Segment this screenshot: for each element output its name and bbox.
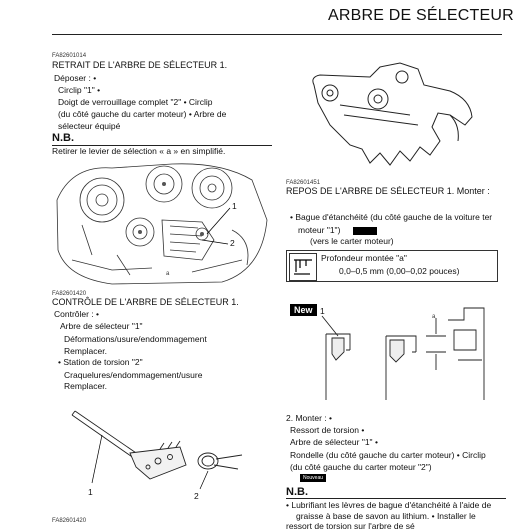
- callout-a: a: [166, 271, 170, 277]
- section-code: FA82601451: [286, 180, 321, 186]
- diag-callout-a: a: [432, 314, 436, 320]
- check-line: Déformations/usure/endommagement: [64, 334, 207, 344]
- selector-lever-figure: [300, 55, 480, 175]
- nb-label-right: N.B.: [286, 486, 308, 498]
- check-line: Arbre de sélecteur "1": [60, 321, 143, 331]
- seal-depth-figure: [286, 300, 492, 402]
- remove-line: Doigt de verrouillage complet "2" • Circlip: [58, 97, 213, 107]
- check-line: • Station de torsion "2": [58, 357, 143, 367]
- diag-callout-1: 1: [320, 306, 325, 316]
- callout-1: 1: [232, 201, 237, 211]
- seal-line: moteur "1"): [298, 225, 341, 235]
- section-code: FA82601420: [52, 518, 87, 524]
- seal-line: (vers le carter moteur): [310, 236, 394, 246]
- remove-label: Déposer : •: [54, 73, 97, 83]
- page-title: ARBRE DE SÉLECTEUR: [328, 7, 514, 24]
- shaft-spring-figure: [60, 405, 260, 500]
- check-heading: CONTRÔLE DE L'ARBRE DE SÉLECTEUR 1.: [52, 297, 239, 307]
- spec-value: 0,0–0,5 mm (0,00–0,02 pouces): [339, 266, 460, 276]
- lever-line-art: [300, 55, 480, 175]
- check-line: Remplacer.: [64, 381, 107, 391]
- check-line: Craquelures/endommagement/usure: [64, 370, 203, 380]
- step2-line: Rondelle (du côté gauche du carter moteur) • Circlip: [290, 450, 486, 460]
- nb-rule-right: [286, 498, 506, 499]
- spec-box: [286, 250, 498, 282]
- seal-line-art: [286, 300, 492, 402]
- redaction-block: [353, 227, 377, 235]
- seal-line: • Bague d'étanchéité (du côté gauche de la voiture ter: [290, 212, 493, 222]
- check-label: Contrôler : •: [54, 309, 100, 319]
- step2-line: Arbre de sélecteur "1" •: [290, 437, 378, 447]
- shaft-line-art: [60, 405, 260, 500]
- callout-2: 2: [230, 238, 235, 248]
- nb-line: graisse à base de savon au lithium. • Installer le: [296, 511, 476, 521]
- remove-line: sélecteur équipé: [58, 121, 121, 131]
- section-code: FA82601014: [52, 53, 87, 59]
- new-badge: New: [290, 304, 317, 316]
- step2-line: (du côté gauche du carter moteur "2"): [290, 462, 432, 472]
- nb-label: N.B.: [52, 132, 74, 144]
- bottom-callout-1: 1: [88, 487, 93, 497]
- nouveau-badge: Nouveau: [300, 474, 326, 482]
- remove-line: Circlip "1" •: [58, 85, 101, 95]
- engine-line-art: [52, 160, 274, 288]
- check-line: Remplacer.: [64, 346, 107, 356]
- header-rule: [52, 34, 502, 35]
- caliper-icon: [289, 253, 317, 281]
- remove-line: (du côté gauche du carter moteur) • Arbre de: [58, 109, 227, 119]
- nb-text: Retirer le levier de sélection « a » en simplifié.: [52, 146, 226, 156]
- bottom-callout-2: 2: [194, 491, 199, 501]
- section-code: FA82601420: [52, 291, 87, 297]
- install-heading: REPOS DE L'ARBRE DE SÉLECTEUR 1. Monter :: [286, 186, 490, 196]
- removal-heading: RETRAIT DE L'ARBRE DE SÉLECTEUR 1.: [52, 60, 228, 70]
- step2-line: 2. Monter : •: [286, 413, 332, 423]
- spec-label: Profondeur montée "a": [321, 253, 407, 263]
- nb-line: • Lubrifiant les lèvres de bague d'étanchéité à l'aide de: [286, 500, 492, 510]
- engine-removal-figure: [52, 160, 274, 288]
- step2-line: Ressort de torsion •: [290, 425, 365, 435]
- nb-line: ressort de torsion sur l'arbre de sé: [286, 521, 415, 531]
